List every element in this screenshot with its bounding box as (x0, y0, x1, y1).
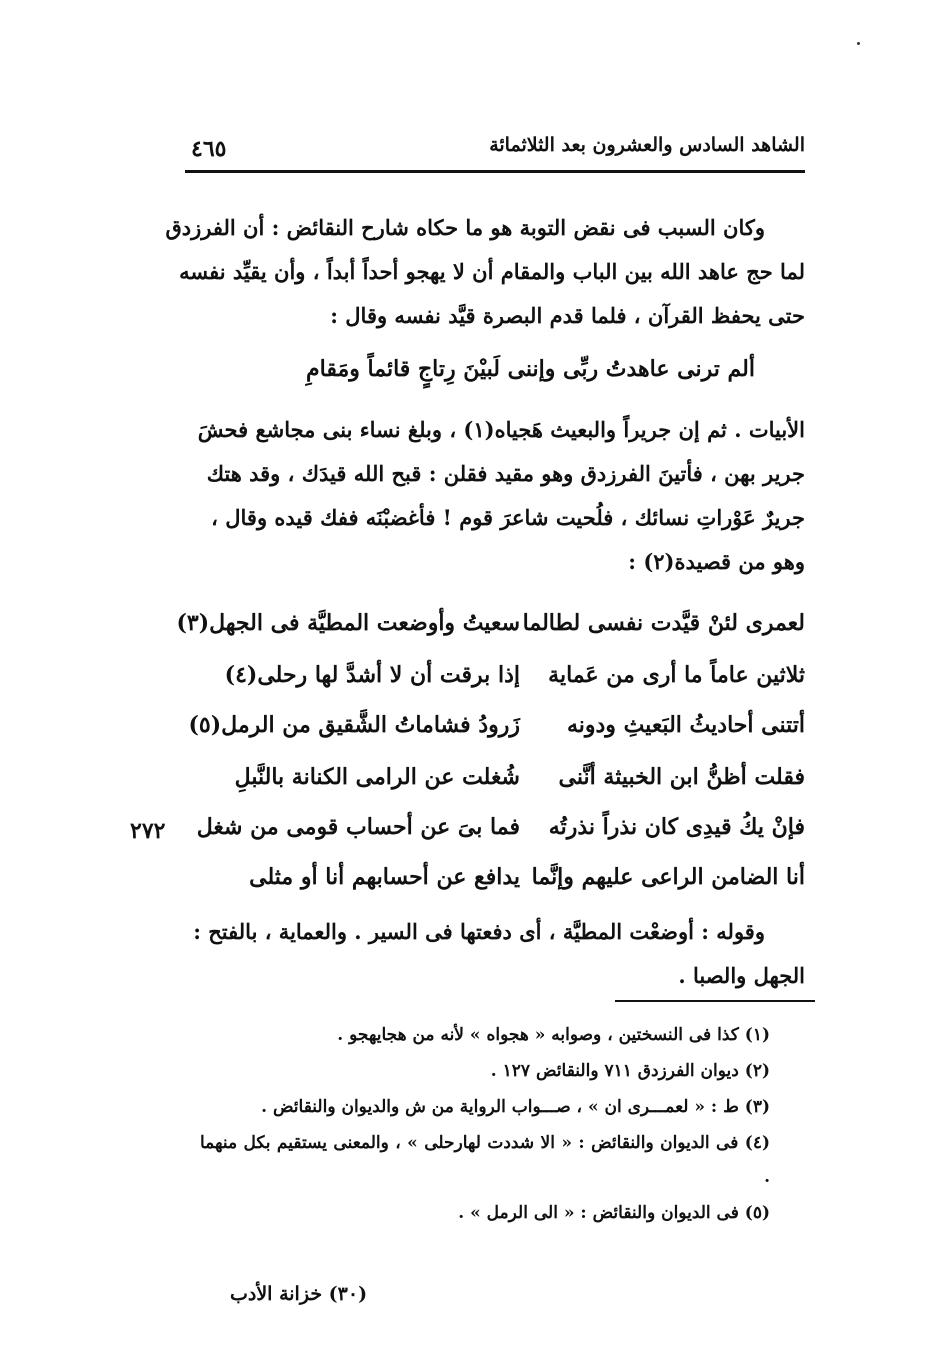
footnote: (٣) ط : « لعمـــرى ان » ، صـــواب الرواية من ش والديوان والنقائض . (261, 1097, 770, 1117)
running-head (185, 130, 805, 170)
verse-line (185, 764, 805, 814)
verse-first-hemistich: أنا الضامن الراعى عليهم وإنَّما (531, 864, 805, 890)
margin-number: ٢٧٢ (130, 818, 166, 844)
footnote-rule (615, 1000, 815, 1002)
header-rule (185, 170, 805, 173)
verse-second-hemistich: يدافع عن أحسابهم أنا أو مثلى (249, 864, 520, 890)
verse-second-hemistich: إذا برقت أن لا أشدَّ لها رحلى(٤) (224, 662, 520, 688)
page-number: ٤٦٥ (191, 136, 227, 162)
verse-first-hemistich: أتتنى أحاديثُ البَعيثِ ودونه (566, 712, 805, 738)
footnote: (٤) فى الديوان والنقائض : « الا شددت لهارحلى » ، والمعنى يستقيم بكل منهما . (200, 1133, 770, 1187)
footnotes (200, 1018, 810, 1232)
text-line: وقوله : أوضعْت المطيَّة ، أى دفعتها فى السير . والعماية ، بالفتح : (193, 919, 765, 944)
verse-line (185, 864, 805, 914)
verse-second-hemistich: فما بىَ عن أحساب قومى من شغل (196, 814, 520, 840)
paragraph-story (185, 408, 805, 584)
verse-first-hemistich: فقلت أظنُّ ابن الخبيثة أنَّنى (558, 764, 805, 790)
scan-speck (857, 42, 860, 45)
verse-second-hemistich: سعيتُ وأوضعت المطيَّة فى الجهل(٣) (176, 610, 520, 636)
text-line: وهو من قصيدة(٢) : (628, 549, 805, 574)
paragraph-intro (165, 206, 805, 338)
verse-first-hemistich: لعمرى لئنْ قيَّدت نفسى لطالما (522, 610, 805, 636)
paragraph-gloss (185, 910, 805, 998)
text-line: جريرٌ عَوْراتِ نسائك ، فلُحيت شاعرَ قوم ! فأغضبْنَه ففك قيده وقال ، (211, 505, 805, 530)
page-title: الشاهد السادس والعشرون بعد الثلاثمائة (489, 134, 805, 156)
text-line: الجهل والصبا . (678, 963, 805, 988)
text-line: الأبيات . ثم إن جريراً والبعيث هَجياه(١) ، وبلغ نساء بنى مجاشع فحشَ (197, 417, 805, 442)
verse-second-hemistich: زَرودُ فشاماتُ الشَّقيق من الرمل(٥) (188, 712, 520, 738)
verse-second-hemistich: شُغلت عن الرامى الكنانة بالنَّبلِ (234, 764, 520, 790)
text-line: حتى يحفظ القرآن ، فلما قدم البصرة قيَّد نفسه وقال : (330, 303, 805, 328)
verse-second-hemistich: لَبيْنَ رِتاجٍ قائماً ومَقامِ (306, 356, 500, 382)
verse-first-hemistich: ألم ترنى عاهدتُ ربِّى وإننى (507, 356, 755, 382)
verse-first-hemistich: ثلاثين عاماً ما أرى من عَماية (548, 662, 805, 688)
footnote: (٥) فى الديوان والنقائض : « الى الرمل » . (458, 1203, 770, 1223)
verse-first-hemistich: فإنْ يكُ قيدِى كان نذراً نذرتُه (548, 814, 805, 840)
verse-line (185, 356, 805, 406)
text-line: جرير بهن ، فأتينَ الفرزدق وهو مقيد فقلن : قبح الله قيدَك ، وقد هتك (206, 461, 805, 486)
verse-line (176, 610, 805, 660)
footnote: (١) كذا فى النسختين ، وصوابه « هجواه » لأنه من هجايهجو . (337, 1025, 770, 1045)
verse-line (185, 814, 805, 864)
text-line: لما حج عاهد الله بين الباب والمقام أن لا يهجو أحداً أبداً ، وأن يقيِّد نفسه (179, 259, 805, 284)
signature-footer: (٣٠) خزانة الأدب (230, 1283, 368, 1305)
footnote: (٢) ديوان الفرزدق ٧١١ والنقائض ١٢٧ . (490, 1061, 770, 1081)
verse-line (185, 712, 805, 762)
text-line: وكان السبب فى نقض التوبة هو ما حكاه شارح النقائض : أن الفرزدق (165, 215, 765, 240)
verse-line (185, 662, 805, 712)
